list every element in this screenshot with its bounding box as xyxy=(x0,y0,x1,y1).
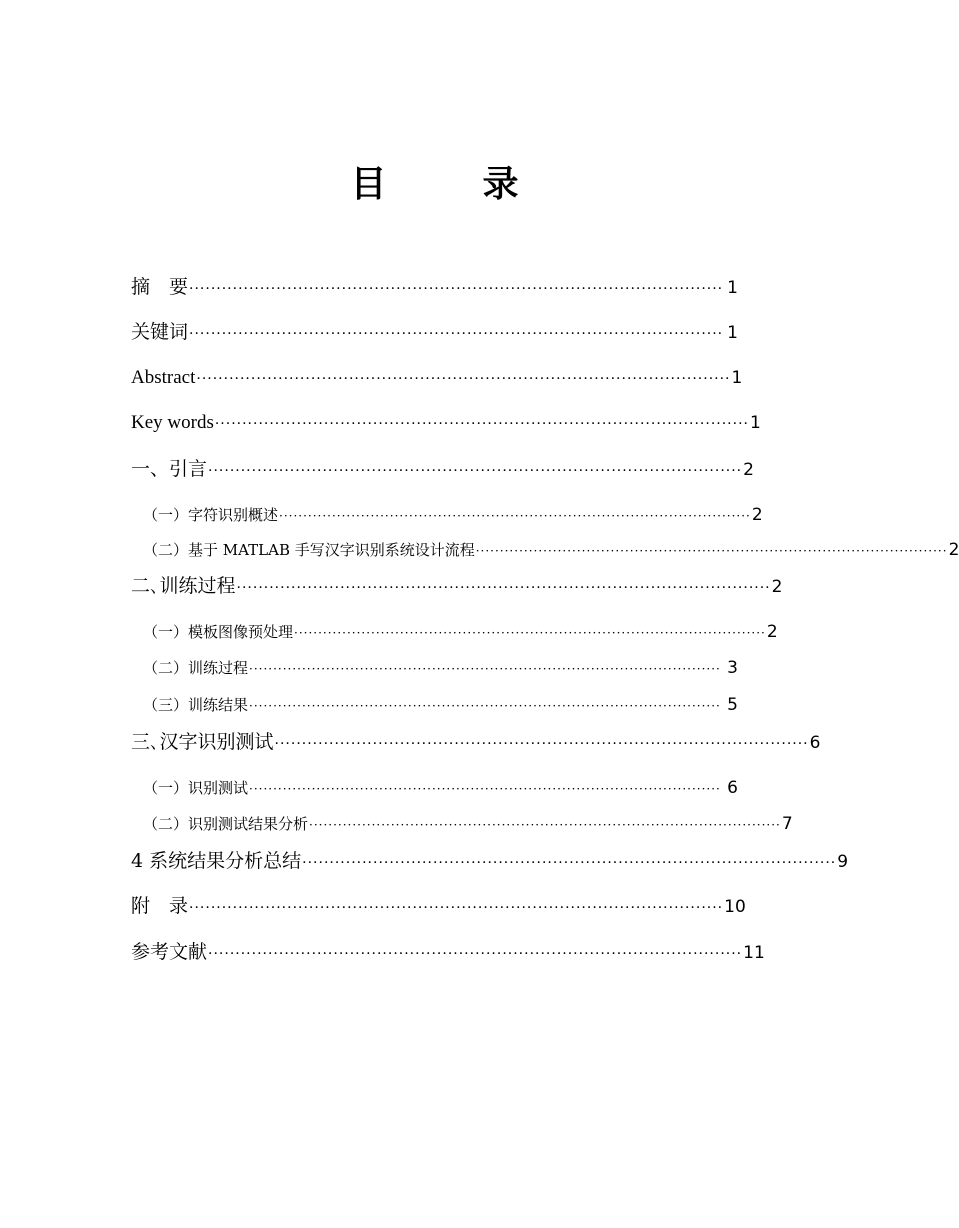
toc-entry-label: 二､训练过程 xyxy=(131,575,236,597)
toc-entry-training-process[interactable] xyxy=(131,573,783,599)
dot-leader: ·································································································· xyxy=(302,855,837,871)
toc-page-number: 5 xyxy=(727,695,738,715)
toc-page-number: 2 xyxy=(743,460,754,480)
toc-page-number: 10 xyxy=(724,897,746,917)
page-title: 目 录 xyxy=(350,163,549,205)
dot-leader: ·································································································· xyxy=(196,371,731,387)
toc-entry-label: 参考文献 xyxy=(131,941,208,963)
toc-page-number: 2 xyxy=(948,540,959,560)
toc-entry-matlab-design-flow[interactable] xyxy=(131,539,959,561)
dot-leader: ·································································································· xyxy=(294,626,766,640)
toc-entry-summary[interactable] xyxy=(131,848,849,874)
dot-leader: ·································································································· xyxy=(475,544,948,558)
toc-entry-training-sub[interactable] xyxy=(131,657,738,679)
toc-entry-label: （三）训练结果 xyxy=(143,696,249,714)
toc-entry-char-recognition-overview[interactable] xyxy=(131,504,763,526)
toc-entry-keywords-en[interactable] xyxy=(131,410,761,436)
toc-entry-recognition-test[interactable] xyxy=(131,729,821,755)
toc-entry-label: （二）训练过程 xyxy=(143,659,249,677)
toc-entry-label: （一）识别测试 xyxy=(143,779,249,797)
dot-leader: ·································································································· xyxy=(274,736,809,752)
dot-leader: ·································································································· xyxy=(249,699,721,713)
toc-page-number: 1 xyxy=(727,323,738,343)
toc-entry-label: 一、引言 xyxy=(131,458,208,480)
dot-leader: ·································································································· xyxy=(249,662,721,676)
toc-entry-label: 4 系统结果分析总结 xyxy=(131,850,302,872)
toc-page-number: 3 xyxy=(727,658,738,678)
toc-page-number: 1 xyxy=(731,368,743,388)
toc-entry-abstract-cn[interactable] xyxy=(131,274,738,300)
dot-leader: ·································································································· xyxy=(309,818,781,832)
toc-page-number: 1 xyxy=(727,278,738,298)
toc-page-number: 2 xyxy=(766,622,778,642)
dot-leader: ·································································································· xyxy=(214,416,749,432)
dot-leader: ·································································································· xyxy=(208,463,743,479)
table-of-contents xyxy=(131,0,959,1228)
toc-page-number: 2 xyxy=(751,505,763,525)
toc-entry-test-result-analysis[interactable] xyxy=(131,813,793,835)
toc-entry-label: Abstract xyxy=(131,367,196,388)
toc-entry-label: Key words xyxy=(131,412,214,433)
toc-page-number: 1 xyxy=(749,413,761,433)
toc-entry-introduction[interactable] xyxy=(131,456,754,482)
dot-leader: ·································································································· xyxy=(249,782,721,796)
toc-entry-label: （二）识别测试结果分析 xyxy=(143,815,309,833)
toc-page-number: 11 xyxy=(743,943,765,963)
toc-page-number: 2 xyxy=(771,577,783,597)
toc-entry-label: 三､汉字识别测试 xyxy=(131,731,274,753)
dot-leader: ·································································································· xyxy=(208,946,743,962)
dot-leader: ·································································································· xyxy=(189,281,724,297)
toc-entry-label: （二）基于 MATLAB 手写汉字识别系统设计流程 xyxy=(143,541,475,559)
toc-entry-training-results[interactable] xyxy=(131,694,738,716)
toc-entry-abstract-en[interactable] xyxy=(131,365,743,391)
toc-entry-references[interactable] xyxy=(131,939,765,965)
dot-leader: ·································································································· xyxy=(279,509,751,523)
dot-leader: ·································································································· xyxy=(236,580,771,596)
toc-page-number: 6 xyxy=(727,778,738,798)
toc-entry-label: 附 录 xyxy=(131,895,189,917)
toc-entry-label: 摘 要 xyxy=(131,276,189,298)
toc-page-number: 6 xyxy=(809,733,821,753)
toc-entry-appendix[interactable] xyxy=(131,893,746,919)
toc-entry-label: 关键词 xyxy=(131,321,189,343)
toc-entry-label: （一）字符识别概述 xyxy=(143,506,279,524)
toc-entry-recognition-test-sub[interactable] xyxy=(131,777,738,799)
toc-entry-keywords-cn[interactable] xyxy=(131,319,738,345)
toc-page-number: 9 xyxy=(837,852,849,872)
toc-entry-label: （一）模板图像预处理 xyxy=(143,623,294,641)
dot-leader: ·································································································· xyxy=(189,326,724,342)
toc-entry-template-preprocessing[interactable] xyxy=(131,621,778,643)
dot-leader: ·································································································· xyxy=(189,900,724,916)
toc-page-number: 7 xyxy=(781,814,793,834)
